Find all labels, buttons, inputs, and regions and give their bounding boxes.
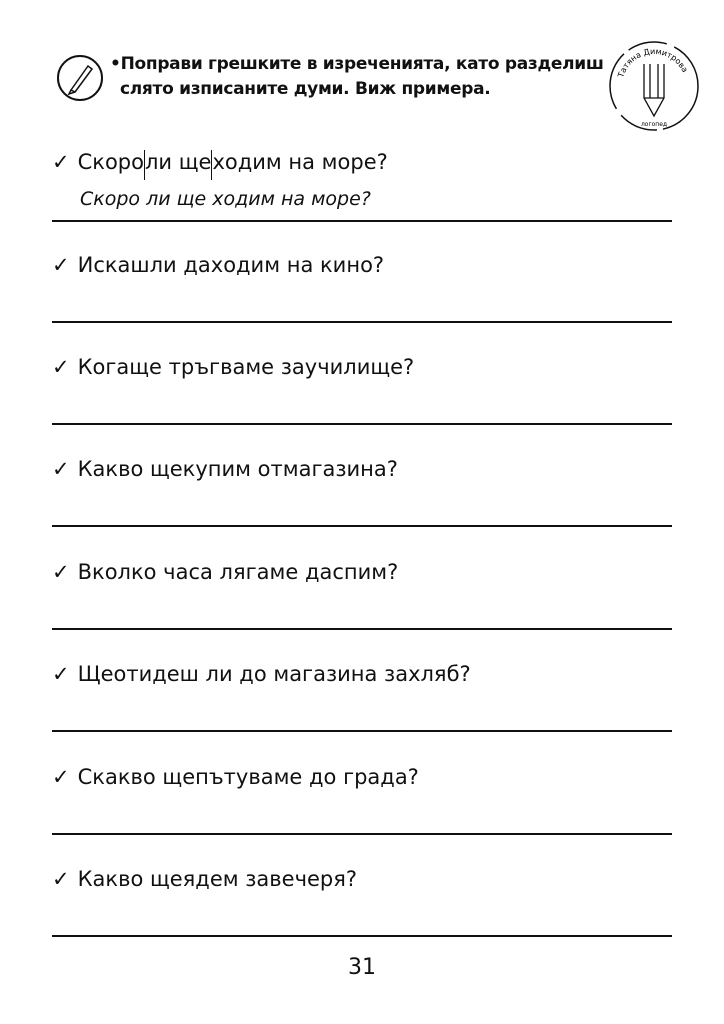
answer-line bbox=[52, 220, 672, 222]
sentence-text: Когаще тръгваме заучилище? bbox=[77, 355, 415, 379]
example-part: ходим на море? bbox=[212, 150, 388, 174]
instruction-line-2: слято изписаните думи. Виж примера. bbox=[120, 79, 491, 99]
instruction bbox=[110, 52, 604, 102]
page-number: 31 bbox=[348, 955, 376, 980]
instruction-line-1: •Поправи грешките в изреченията, като разделиш bbox=[110, 54, 604, 74]
sentence-text: Щеотидеш ли до магазина захляб? bbox=[77, 662, 471, 686]
exercise-sentence bbox=[52, 867, 357, 891]
sentence-text: Вколко часа лягаме даспим? bbox=[77, 560, 399, 584]
svg-text:Татяна Димитрова: Татяна Димитрова bbox=[616, 46, 690, 79]
sentence-text: Какво щекупим отмагазина? bbox=[77, 457, 398, 481]
exercise-sentence bbox=[52, 560, 398, 584]
sentence-text: Какво щеядем завечеря? bbox=[77, 867, 358, 891]
answer-line[interactable] bbox=[52, 730, 672, 732]
exercise-sentence bbox=[52, 662, 471, 686]
example-part: Скоро bbox=[78, 150, 145, 180]
exercise-sentence bbox=[52, 253, 384, 277]
check-icon: ✓ bbox=[52, 867, 70, 891]
check-icon: ✓ bbox=[52, 560, 70, 584]
answer-line[interactable] bbox=[52, 423, 672, 425]
pen-icon bbox=[57, 55, 103, 101]
answer-line[interactable] bbox=[52, 628, 672, 630]
check-icon: ✓ bbox=[52, 765, 70, 789]
check-icon: ✓ bbox=[52, 662, 70, 686]
example-part: ли ще bbox=[145, 150, 212, 180]
check-icon: ✓ bbox=[52, 355, 70, 379]
exercise-sentence bbox=[52, 457, 398, 481]
author-logo bbox=[604, 36, 704, 136]
check-icon: ✓ bbox=[52, 253, 70, 277]
answer-line[interactable] bbox=[52, 935, 672, 937]
check-icon: ✓ bbox=[52, 457, 70, 481]
svg-text:логопед: логопед bbox=[640, 121, 668, 128]
example-answer: Скоро ли ще ходим на море? bbox=[80, 188, 371, 210]
exercise-sentence bbox=[52, 355, 414, 379]
answer-line[interactable] bbox=[52, 833, 672, 835]
example-sentence bbox=[52, 150, 388, 174]
exercise-sentence bbox=[52, 765, 419, 789]
answer-line[interactable] bbox=[52, 525, 672, 527]
sentence-text: Скакво щепътуваме до града? bbox=[77, 765, 419, 789]
check-icon: ✓ bbox=[52, 150, 70, 174]
sentence-text: Искашли даходим на кино? bbox=[77, 253, 385, 277]
answer-line[interactable] bbox=[52, 321, 672, 323]
